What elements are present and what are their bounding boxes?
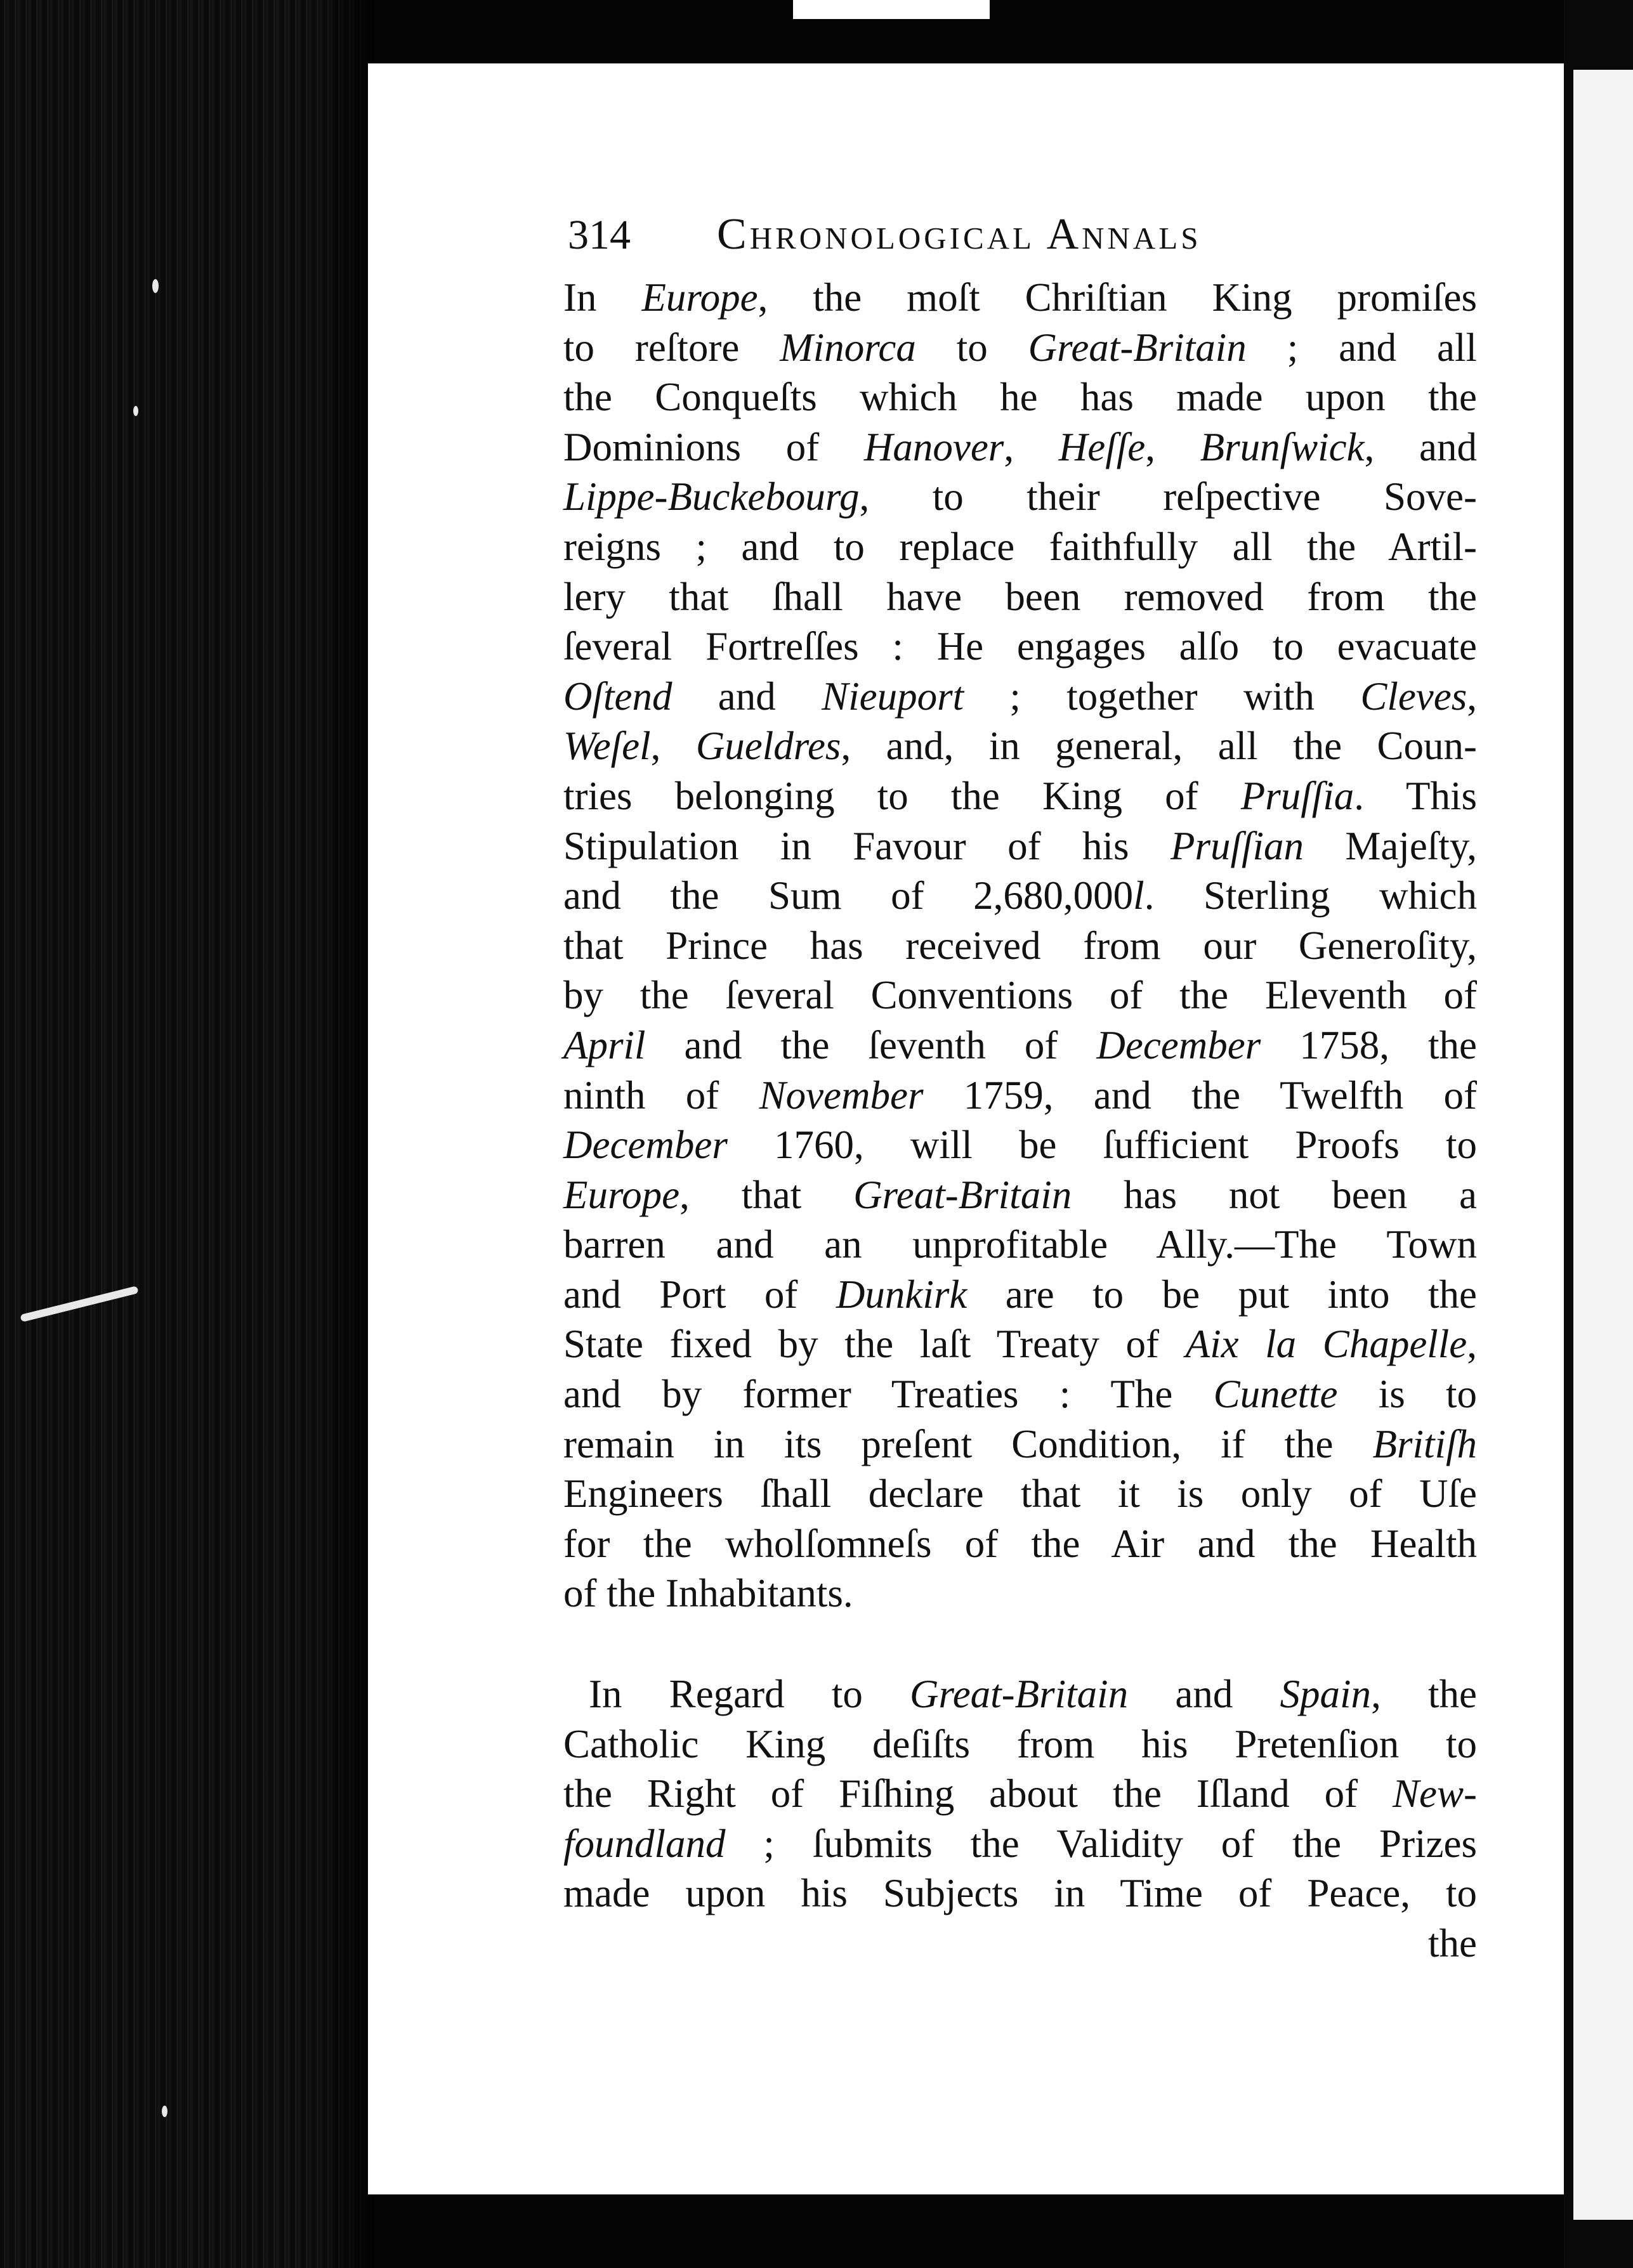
text-span: made upon his Subjects in Time of Peace, to — [563, 1871, 1477, 1916]
edge-speck — [133, 406, 138, 416]
text-line — [563, 1170, 1477, 1220]
text-span: , the moſt Chriſtian King promiſes — [757, 275, 1477, 320]
text-span: tries belonging to the King of — [563, 773, 1241, 818]
text-line — [563, 1519, 1477, 1569]
text-span: , and — [1364, 424, 1477, 469]
text-span: to reſtore — [563, 325, 780, 370]
text-line — [563, 1568, 1477, 1619]
text-span: for the wholſomneſs of the Air and the Health — [563, 1521, 1477, 1566]
text-span: , — [1145, 424, 1200, 469]
italic-span: Cleves — [1360, 674, 1467, 719]
text-span: In — [563, 275, 642, 320]
italic-span: December — [1096, 1022, 1261, 1067]
text-span: , — [650, 724, 696, 769]
text-line — [563, 1071, 1477, 1121]
page-number: 314 — [568, 212, 631, 258]
paragraphs — [563, 273, 1477, 1919]
italic-span: Dunkirk — [836, 1272, 967, 1317]
text-span: the Conqueſts which he has made upon the — [563, 375, 1477, 420]
text-line — [563, 323, 1477, 373]
text-span: Catholic King deſiſts from his Pretenſion to — [563, 1721, 1477, 1766]
top-mark — [793, 0, 990, 19]
text-span: Engineers ſhall declare that it is only of Uſe — [563, 1471, 1477, 1516]
text-line — [563, 1868, 1477, 1919]
text-span: , to their reſpective Sove- — [859, 474, 1477, 519]
italic-span: Oſtend — [563, 674, 672, 719]
text-line — [563, 1369, 1477, 1419]
text-line — [563, 1769, 1477, 1819]
catchword: the — [1428, 1921, 1477, 1965]
text-line — [563, 921, 1477, 971]
italic-span: Europe — [641, 275, 758, 320]
italic-span: Lippe-Buckebourg — [563, 474, 860, 519]
text-span: 1760, will be ſufficient Proofs to — [727, 1123, 1477, 1168]
paragraph-gap — [563, 1619, 1477, 1669]
text-line — [563, 1319, 1477, 1369]
text-span: and — [1128, 1672, 1280, 1717]
italic-span: Pruſſian — [1170, 823, 1304, 868]
text-span: Stipulation in Favour of his — [563, 823, 1171, 868]
text-span: and the ſeventh of — [645, 1022, 1097, 1067]
italic-span: Spain — [1280, 1672, 1372, 1717]
text-span: is to — [1337, 1372, 1477, 1417]
text-line — [563, 672, 1477, 722]
text-span: ſeveral Fortreſſes : He engages alſo to evacuate — [563, 624, 1477, 669]
italic-span: Pruſſia — [1240, 773, 1354, 818]
text-span: Majeſty, — [1303, 823, 1477, 868]
facing-page-edge — [1573, 70, 1633, 2220]
text-line — [563, 821, 1477, 871]
text-line — [563, 622, 1477, 672]
text-span: 1758, the — [1261, 1022, 1477, 1067]
text-span: ninth of — [563, 1072, 759, 1118]
running-head — [568, 209, 1266, 266]
text-span: by the ſeveral Conventions of the Eleventh of — [563, 973, 1477, 1018]
edge-speck — [152, 279, 159, 293]
text-span: and the Sum of 2,680,000 — [563, 873, 1134, 918]
italic-span: Great-Britain — [853, 1172, 1072, 1217]
text-span: In Regard to — [589, 1672, 910, 1717]
text-line — [563, 721, 1477, 771]
italic-span: Gueldres — [695, 724, 841, 769]
italic-span: l — [1133, 873, 1144, 918]
italic-span: Heſſe — [1058, 424, 1146, 469]
paragraph — [563, 1669, 1477, 1919]
text-line — [563, 1469, 1477, 1519]
italic-span: Nieuport — [822, 674, 964, 719]
italic-span: November — [759, 1072, 924, 1118]
text-span: . This — [1354, 773, 1477, 818]
text-line — [563, 273, 1477, 323]
text-line — [563, 472, 1477, 522]
text-line — [563, 522, 1477, 572]
text-line — [563, 970, 1477, 1020]
edge-speck — [162, 2106, 167, 2117]
text-line — [563, 1669, 1477, 1719]
text-span: of the Inhabitants. — [563, 1571, 853, 1616]
italic-span: Britiſh — [1372, 1421, 1477, 1466]
edge-shadow — [317, 0, 374, 2268]
text-span: to — [915, 325, 1028, 370]
paragraph — [563, 273, 1477, 1619]
italic-span: Weſel — [563, 724, 651, 769]
text-line — [563, 871, 1477, 921]
text-span: , — [1467, 674, 1477, 719]
italic-span: Great-Britain — [1028, 325, 1247, 370]
text-span: State fixed by the laſt Treaty of — [563, 1322, 1186, 1367]
italic-span: Brunſwick — [1200, 424, 1365, 469]
text-line — [563, 1220, 1477, 1270]
italic-span: foundland — [563, 1821, 726, 1866]
text-span: are to be put into the — [967, 1272, 1477, 1317]
italic-span: Cunette — [1213, 1372, 1338, 1417]
text-span: lery that ſhall have been removed from the — [563, 574, 1477, 619]
text-span: , that — [679, 1172, 854, 1217]
text-line — [563, 1719, 1477, 1769]
text-span: barren and an unprofitable Ally.—The Town — [563, 1222, 1477, 1267]
text-span: ; together with — [964, 674, 1361, 719]
text-span: . Sterling which — [1144, 873, 1477, 918]
text-span: and — [672, 674, 822, 719]
italic-span: New- — [1393, 1771, 1477, 1816]
text-span: 1759, and the Twelfth of — [923, 1072, 1477, 1118]
text-span: , the — [1371, 1672, 1477, 1717]
text-span: and by former Treaties : The — [563, 1372, 1214, 1417]
text-span: , and, in general, all the Coun- — [841, 724, 1477, 769]
text-line — [563, 1020, 1477, 1071]
page-text — [563, 273, 1477, 1969]
running-title: Chronological Annals — [717, 210, 1202, 259]
text-line — [563, 1270, 1477, 1320]
text-line — [563, 1819, 1477, 1869]
text-span: ; and all — [1246, 325, 1477, 370]
text-span: , — [1004, 424, 1059, 469]
italic-span: Minorca — [780, 325, 916, 370]
text-span: that Prince has received from our Generoſity, — [563, 923, 1477, 968]
italic-span: Europe — [563, 1172, 680, 1217]
text-span: , — [1467, 1322, 1477, 1367]
text-line — [563, 372, 1477, 422]
italic-span: Great-Britain — [910, 1672, 1129, 1717]
text-line — [563, 422, 1477, 472]
text-span: the Right of Fiſhing about the Iſland of — [563, 1771, 1393, 1816]
text-span: remain in its preſent Condition, if the — [563, 1421, 1373, 1466]
text-span: and Port of — [563, 1272, 836, 1317]
italic-span: Hanover — [863, 424, 1004, 469]
text-span: has not been a — [1072, 1172, 1477, 1217]
text-line — [563, 771, 1477, 821]
text-span: reigns ; and to replace faithfully all the Artil- — [563, 524, 1477, 569]
text-span: Dominions of — [563, 424, 864, 469]
italic-span: Aix la Chapelle — [1185, 1322, 1467, 1367]
text-span: ; ſubmits the Validity of the Prizes — [725, 1821, 1477, 1866]
italic-span: April — [563, 1022, 646, 1067]
italic-span: December — [563, 1123, 728, 1168]
text-line — [563, 572, 1477, 622]
text-line — [563, 1419, 1477, 1470]
text-line — [563, 1120, 1477, 1170]
